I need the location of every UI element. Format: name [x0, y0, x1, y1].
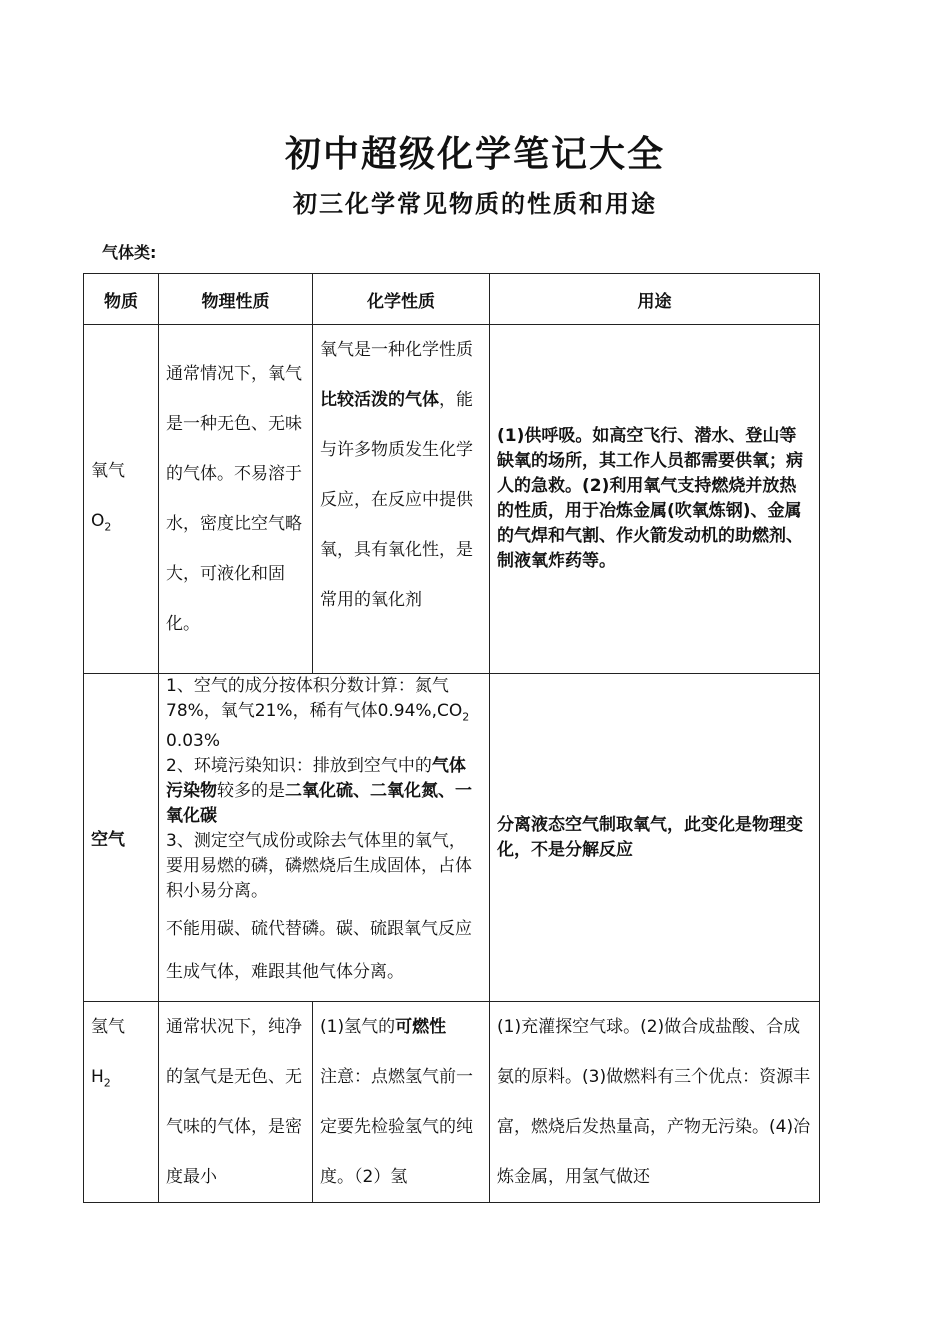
- physical-property-hydrogen: 通常状况下，纯净的氢气是无色、无气味的气体，是密度最小: [159, 1002, 313, 1203]
- substance-formula: $O_2$: [91, 510, 112, 534]
- header-use: 用途: [490, 274, 820, 325]
- substance-name: 氢气: [91, 1017, 125, 1037]
- substance-oxygen: [84, 325, 159, 674]
- header-substance: 物质: [84, 274, 159, 325]
- use-hydrogen: (1)充灌探空气球。(2)做合成盐酸、合成氨的原料。(3)做燃料有三个优点：资源丰富，燃烧后发热量高，产物无污染。(4)冶炼金属，用氢气做还: [490, 1002, 820, 1203]
- header-physical: 物理性质: [159, 274, 313, 325]
- chemical-property-hydrogen: (1)氢气的可燃性 注意：点燃氢气前一定要先检验氢气的纯度。（2）氢: [313, 1002, 490, 1203]
- page-subtitle: 初三化学常见物质的性质和用途: [293, 189, 657, 218]
- air-pollution: 2、环境污染知识：排放到空气中的气体污染物较多的是二氧化硫、二氧化氮、一氧化碳: [166, 756, 472, 827]
- header-chemical: 化学性质: [313, 274, 490, 325]
- use-air: 分离液态空气制取氧气，此变化是物理变化，不是分解反应: [490, 674, 820, 1002]
- air-note: 不能用碳、硫代替磷。碳、硫跟氧气反应生成气体，难跟其他气体分离。: [166, 919, 472, 983]
- page-title: 初中超级化学笔记大全: [284, 133, 665, 175]
- table-row: [84, 325, 820, 674]
- use-oxygen: (1)供呼吸。如高空飞行、潜水、登山等缺氧的场所，其工作人员都需要供氧；病人的急救。(2)利用氧气支持燃烧并放热的性质，用于冶炼金属(吹氧炼钢)、金属的气焊和气割、作火箭发动机的助燃剂、制液氧炸药等。: [490, 325, 820, 674]
- air-measurement: 3、测定空气成份或除去气体里的氧气，要用易燃的磷，磷燃烧后生成固体，占体积小易分离。: [166, 831, 472, 902]
- substance-formula: $H_2$: [91, 1067, 111, 1090]
- air-composition: 1、空气的成分按体积分数计算：氮气78%，氧气21%，稀有气体$0.94\%,CO_2$ 0.03%: [166, 676, 470, 752]
- table-header-row: [84, 274, 820, 325]
- table-row: [84, 674, 820, 1002]
- physical-property-air: [159, 674, 490, 1002]
- properties-table: [83, 273, 820, 1203]
- substance-name: 氧气: [91, 460, 125, 481]
- physical-property-oxygen: 通常情况下，氧气是一种无色、无味的气体。不易溶于水，密度比空气略大，可液化和固化。: [159, 325, 313, 674]
- substance-hydrogen: [84, 1002, 159, 1203]
- substance-air: 空气: [84, 674, 159, 1002]
- section-label: 气体类:: [102, 243, 157, 262]
- table-row: [84, 1002, 820, 1203]
- chemical-property-oxygen: 氧气是一种化学性质比较活泼的气体，能与许多物质发生化学反应，在反应中提供氧，具有氧化性，是常用的氧化剂: [313, 325, 490, 674]
